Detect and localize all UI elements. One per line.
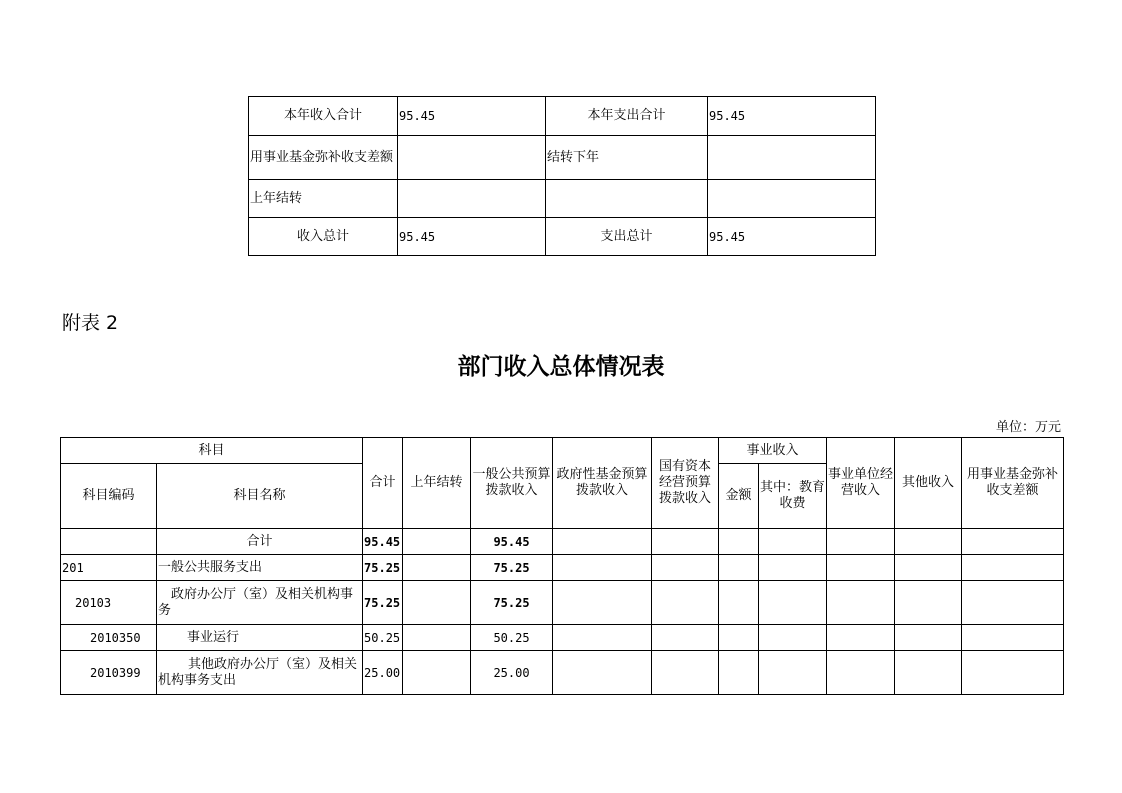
summary-label: 结转下年 [546, 136, 708, 180]
table-row [61, 529, 1064, 555]
unit-label: 单位：万元 [995, 420, 1061, 435]
row-carryover [403, 651, 471, 695]
row-total: 75.25 [363, 581, 403, 625]
header-code: 科目编码 [61, 464, 157, 529]
summary-label: 用事业基金弥补收支差额 [249, 136, 398, 180]
row-general: 25.00 [471, 651, 553, 695]
row-name: 其他政府办公厅（室）及相关机构事务支出 [157, 651, 363, 695]
header-subject: 科目 [61, 438, 363, 464]
summary-value: 95.45 [708, 97, 876, 136]
summary-label: 本年支出合计 [546, 97, 708, 136]
page-title: 部门收入总体情况表 [457, 353, 665, 380]
income-table [60, 437, 1064, 695]
header-unit-operating: 事业单位经营收入 [827, 438, 895, 529]
row-total: 25.00 [363, 651, 403, 695]
summary-value [708, 180, 876, 218]
header-business-income: 事业收入 [719, 438, 827, 464]
header-soe-capital: 国有资本经营预算拨款收入 [652, 438, 719, 529]
row-total: 95.45 [363, 529, 403, 555]
row-code [61, 529, 157, 555]
header-business-fund: 用事业基金弥补收支差额 [962, 438, 1064, 529]
row-code: 2010399 [61, 651, 157, 695]
row-general: 75.25 [471, 555, 553, 581]
summary-table [248, 96, 876, 256]
summary-value [398, 136, 546, 180]
summary-value: 95.45 [398, 97, 546, 136]
summary-value [708, 136, 876, 180]
header-name: 科目名称 [157, 464, 363, 529]
row-code: 201 [61, 555, 157, 581]
summary-row [249, 180, 876, 218]
row-name: 事业运行 [157, 625, 363, 651]
header-amount: 金额 [719, 464, 759, 529]
summary-row [249, 97, 876, 136]
row-carryover [403, 581, 471, 625]
header-row [61, 438, 1064, 464]
row-total: 75.25 [363, 555, 403, 581]
row-total: 50.25 [363, 625, 403, 651]
summary-label: 支出总计 [546, 218, 708, 256]
row-code: 2010350 [61, 625, 157, 651]
header-education-fees: 其中：教育收费 [759, 464, 827, 529]
summary-label: 上年结转 [249, 180, 398, 218]
summary-row [249, 218, 876, 256]
summary-row [249, 136, 876, 180]
table-row [61, 625, 1064, 651]
row-name: 合计 [157, 529, 363, 555]
table-row [61, 581, 1064, 625]
summary-label: 本年收入合计 [249, 97, 398, 136]
row-name: 政府办公厅（室）及相关机构事务 [157, 581, 363, 625]
row-carryover [403, 555, 471, 581]
summary-value: 95.45 [398, 218, 546, 256]
table-row [61, 555, 1064, 581]
summary-label [546, 180, 708, 218]
row-carryover [403, 625, 471, 651]
row-general: 75.25 [471, 581, 553, 625]
header-general-budget: 一般公共预算拨款收入 [471, 438, 553, 529]
row-code: 20103 [61, 581, 157, 625]
summary-value [398, 180, 546, 218]
header-other-income: 其他收入 [895, 438, 962, 529]
header-gov-fund: 政府性基金预算拨款收入 [553, 438, 652, 529]
header-carryover: 上年结转 [403, 438, 471, 529]
table-row [61, 651, 1064, 695]
row-carryover [403, 529, 471, 555]
row-general: 50.25 [471, 625, 553, 651]
summary-value: 95.45 [708, 218, 876, 256]
summary-label: 收入总计 [249, 218, 398, 256]
header-total: 合计 [363, 438, 403, 529]
row-general: 95.45 [471, 529, 553, 555]
appendix-label: 附表 2 [62, 312, 119, 334]
row-name: 一般公共服务支出 [157, 555, 363, 581]
